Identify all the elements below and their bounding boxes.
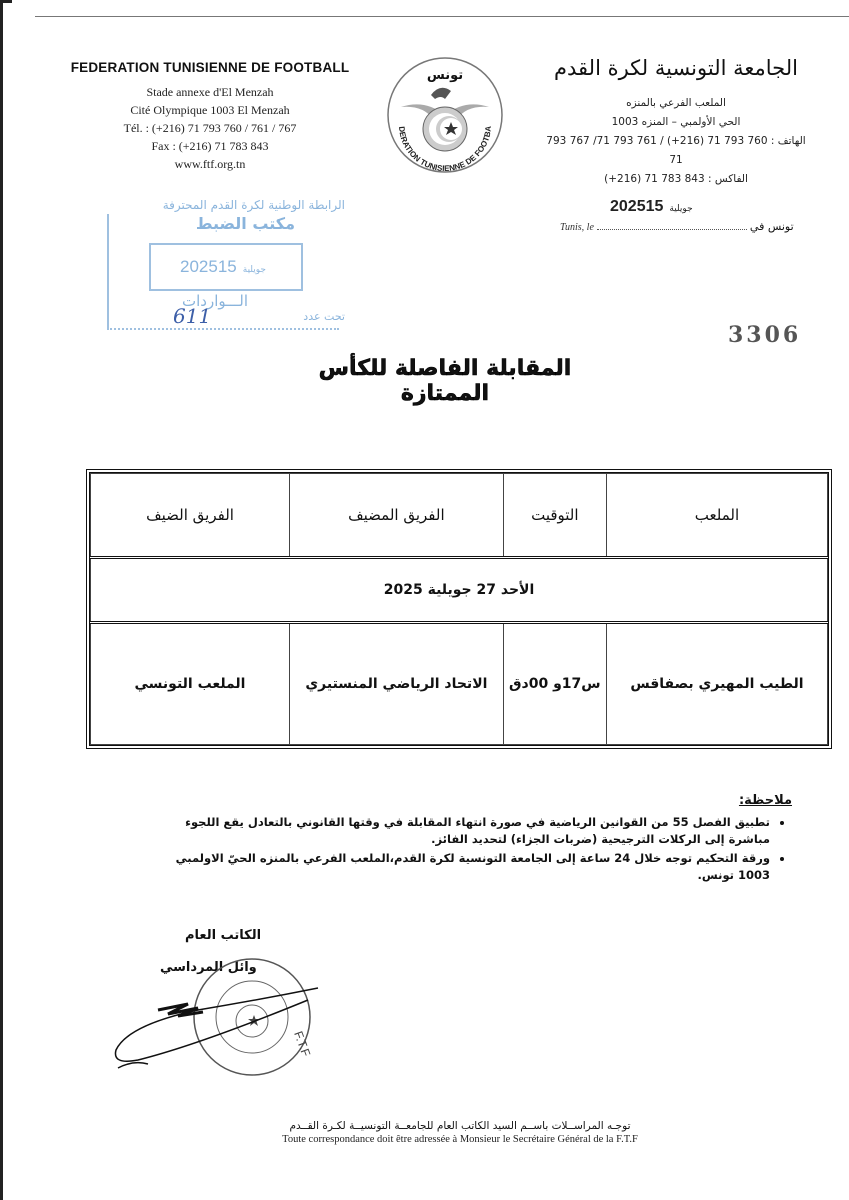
- date-stamp: [610, 198, 699, 216]
- match-table: [86, 469, 832, 749]
- stamp-number: 611: [173, 304, 212, 328]
- date-stamp-year: 2025: [610, 198, 646, 215]
- ftf-logo: [385, 55, 505, 175]
- ar-address-line-1: الملعب الفرعي بالمنزه: [626, 97, 726, 109]
- website-line: www.ftf.org.tn: [174, 157, 246, 171]
- header-home-team: الفريق المضيف: [290, 474, 504, 558]
- fax-line: Fax : (+216) 71 783 843: [151, 139, 269, 153]
- letterhead-arabic: [540, 56, 812, 189]
- stamp-org: الرابطة الوطنية لكرة القدم المحترفة: [162, 198, 345, 212]
- footer-french: Toute correspondance doit être adressée à Monsieur le Secrétaire Général de la F.T.F: [282, 1134, 638, 1145]
- signature-icon: [108, 980, 328, 1070]
- logo-top-text: تونس: [426, 68, 464, 83]
- address-line-1: Stade annexe d'El Menzah: [146, 85, 274, 99]
- cell-home-team: الاتحاد الرياضي المنستيري: [290, 623, 504, 745]
- scan-edge-corner: [0, 0, 12, 3]
- org-name-ar: الجامعة التونسية لكرة القدم: [554, 56, 798, 80]
- cell-time: س17و 00دق: [503, 623, 606, 745]
- stamp-month: جويلية: [242, 265, 266, 275]
- notes-list: [160, 814, 792, 884]
- footer-arabic: توجـه المراســلات باســم السيد الكاتب العام للجامعــة التونسيــة لكـرة القــدم: [289, 1120, 631, 1132]
- logo-ring-text: DERATION TUNISIENNE DE FOOTBA: [396, 125, 494, 174]
- stamp-number-label: تحت عدد: [303, 310, 345, 323]
- match-date: الأحد 27 جويلية 2025: [91, 558, 828, 623]
- stamp-office: مكتب الضبط: [195, 214, 295, 233]
- ftf-emblem-icon: [385, 55, 505, 175]
- date-label-ar: تونس في: [749, 220, 794, 233]
- note-item: • ورقة التحكيم توجه خلال 24 ساعة إلى الجامعة التونسية لكرة القدم،الملعب الفرعي بالمنزه الحيّ الاولمبي 1003 تونس.: [160, 850, 770, 884]
- reception-stamp: [107, 196, 355, 336]
- seal-text: F.T.F: [291, 1029, 314, 1059]
- stamp-category: الـــواردات: [182, 292, 249, 310]
- header-time: التوقيت: [503, 474, 606, 558]
- date-stamp-day: 15: [645, 198, 664, 215]
- header-stadium: الملعب: [606, 474, 827, 558]
- document-title: المقابلة الفاصلة للكأس الممتازة: [318, 356, 572, 406]
- cell-stadium: الطيب المهيري بصفاقس: [606, 623, 827, 745]
- letterhead-french: [60, 60, 360, 173]
- stamp-year: 2025: [180, 257, 218, 276]
- phone-line: Tél. : (+216) 71 793 760 / 761 / 767: [123, 121, 297, 135]
- date-line: [560, 220, 800, 233]
- date-dotted-line: [597, 229, 747, 230]
- stamp-day: 15: [217, 257, 237, 276]
- date-stamp-month: جويلية: [669, 204, 693, 214]
- signatory-name: وائل المرداسي: [160, 960, 257, 975]
- cell-away-team: الملعب التونسي: [91, 623, 290, 745]
- notes-section: [160, 793, 792, 886]
- header-away-team: الفريق الضيف: [91, 474, 290, 558]
- org-name-fr: FEDERATION TUNISIENNE DE FOOTBALL: [70, 60, 350, 75]
- stamp-frame-bottom: [107, 328, 339, 330]
- handwritten-signature: [108, 980, 328, 1070]
- address-line-2: Cité Olympique 1003 El Menzah: [130, 103, 290, 117]
- ar-fax-line: الفاكس : 843 783 71 (216+): [604, 173, 748, 185]
- note-item: • تطبيق الفصل 55 من القوانين الرياضية في صورة انتهاء المقابلة في وقتها القانوني بالتعادل يقع اللجوء مباشرة إلى الركلات الترجيحية (ضربات الجزاء) لتحديد الفائز.: [160, 814, 770, 848]
- notes-heading: ملاحظة:: [738, 793, 792, 808]
- footer: [250, 1120, 670, 1145]
- table-row: [91, 623, 828, 745]
- reference-number: 3306: [728, 322, 802, 348]
- scan-edge: [0, 0, 3, 1200]
- stamp-frame-left: [107, 214, 109, 330]
- top-rule: [35, 16, 849, 17]
- date-label-fr: Tunis, le: [560, 222, 594, 233]
- table-date-row: [91, 558, 828, 623]
- ar-address-line-2: الحي الأولمبي – المنزه 1003: [611, 116, 741, 128]
- stamp-date-box: [149, 243, 303, 291]
- ar-phone-line: الهاتف : 760 793 71 (216+) / 761 793 71/ 767 793 71: [546, 135, 806, 166]
- table-header-row: [91, 474, 828, 558]
- signatory-title: الكاتب العام: [185, 928, 262, 943]
